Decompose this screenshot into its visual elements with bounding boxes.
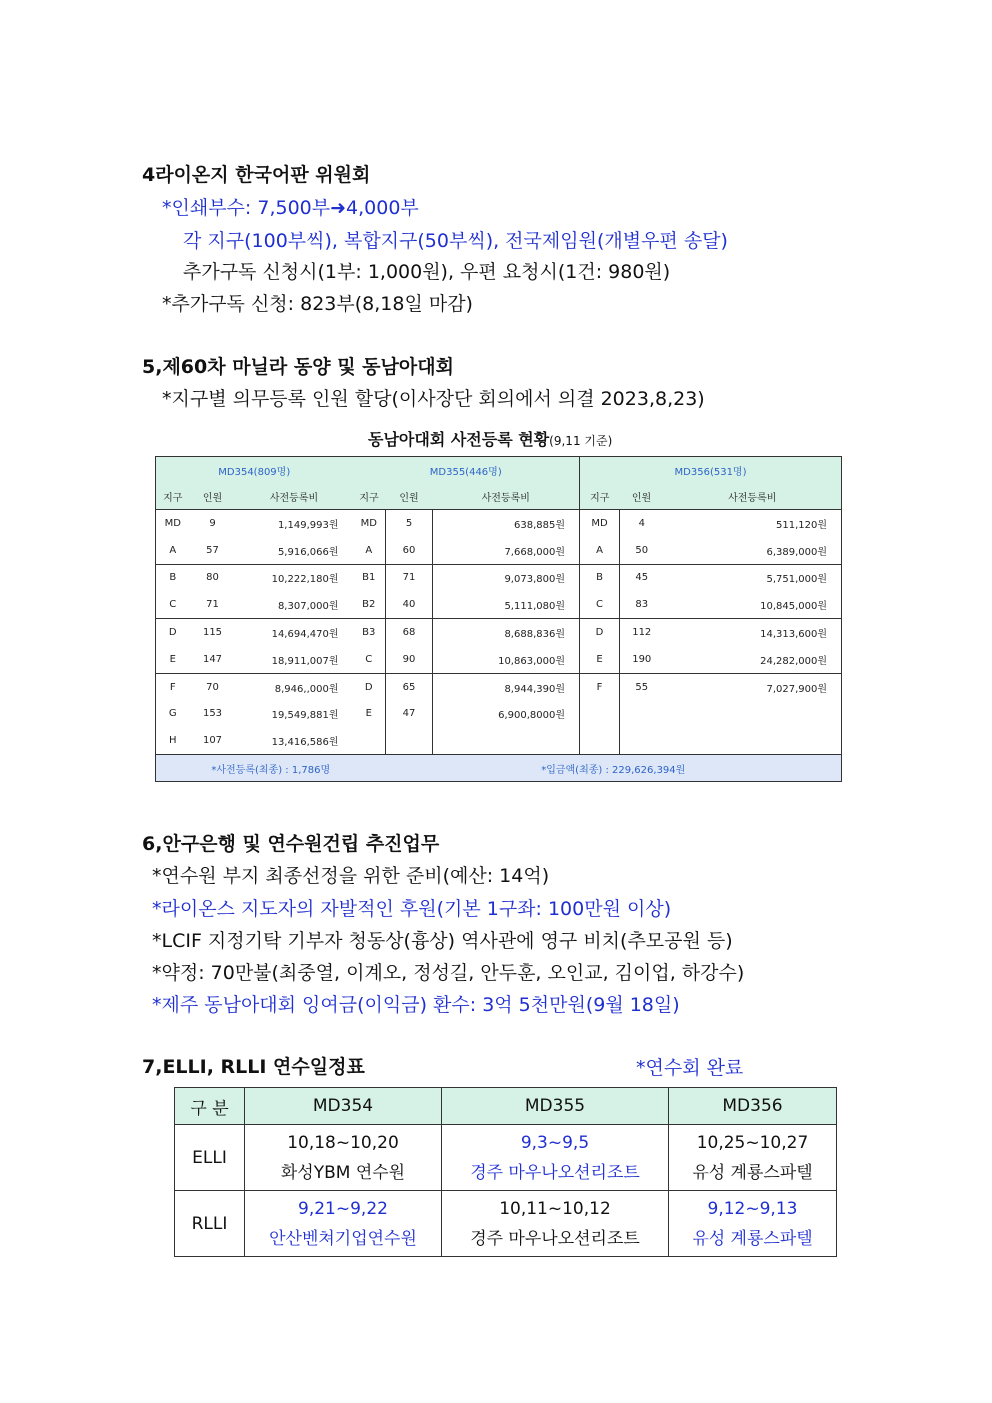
registration-column-header: 지구 [156, 483, 190, 510]
registration-cell: B [156, 564, 190, 591]
registration-cell: MD [164, 517, 181, 529]
registration-cell: 8,307,000원 [277, 601, 339, 613]
registration-table-row [156, 701, 842, 728]
registration-cell: 10,845,000원 [760, 601, 828, 613]
registration-group-header-row [156, 457, 842, 484]
schedule-header-category: 구 분 [175, 1088, 245, 1125]
registration-cell [620, 727, 664, 754]
registration-cell: 153 [202, 708, 223, 720]
registration-cell: C [353, 646, 386, 673]
registration-cell: D [580, 619, 620, 646]
registration-cell: 107 [202, 735, 223, 747]
registration-footer-row [156, 755, 842, 782]
schedule-row-elli [175, 1125, 837, 1191]
registration-cell: 10,863,000원 [433, 646, 580, 673]
sec4-subscription-count: *추가구독 신청: 823부(8,18일 마감) [162, 293, 473, 315]
registration-cell: A [353, 537, 386, 564]
section-4-title: 4라이온지 한국어판 위원회 [142, 164, 371, 186]
registration-cell: D [353, 673, 386, 700]
schedule-date: 10,18~10,20 [287, 1132, 399, 1153]
registration-table-row [156, 537, 842, 564]
registration-cell: H [168, 735, 177, 747]
registration-cell: 10,222,180원 [236, 564, 353, 591]
schedule-label: ELLI [175, 1125, 245, 1191]
section-5-title: 5,제60차 마닐라 동양 및 동남아대회 [142, 356, 454, 378]
registration-footer-total-amount: *입금액(최종) : 229,626,394원 [386, 755, 842, 782]
registration-cell: B1 [353, 564, 386, 591]
registration-cell: 40 [386, 591, 433, 618]
registration-cell: 9 [209, 517, 216, 529]
registration-cell: E [353, 701, 386, 728]
schedule-place: 안산벤쳐기업연수원 [269, 1228, 417, 1249]
registration-cell: 8,688,836원 [433, 619, 580, 646]
registration-cell: 83 [635, 599, 649, 611]
schedule-header-md356: MD356 [669, 1088, 837, 1125]
registration-cell: 115 [190, 619, 236, 646]
registration-table-row [156, 619, 842, 646]
registration-cell: 5 [386, 510, 433, 537]
registration-column-header: 인원 [620, 483, 664, 510]
registration-column-header: 인원 [386, 483, 433, 510]
schedule-place: 화성YBM 연수원 [280, 1162, 406, 1183]
registration-cell [664, 701, 842, 728]
schedule-place: 유성 계룡스파텔 [692, 1162, 813, 1183]
registration-column-header: 사전등록비 [236, 483, 353, 510]
registration-cell [580, 727, 620, 754]
registration-cell: 68 [386, 619, 433, 646]
registration-cell: 57 [206, 544, 219, 556]
registration-cell: 8,944,390원 [433, 673, 580, 700]
registration-cell: 60 [386, 537, 433, 564]
registration-cell: 65 [386, 673, 433, 700]
registration-cell: 71 [386, 564, 433, 591]
schedule-header-md355: MD355 [442, 1088, 669, 1125]
registration-group-header: MD356(531명) [580, 457, 842, 484]
registration-cell [620, 701, 664, 728]
registration-cell: 1,149,993원 [277, 519, 339, 531]
registration-cell: F [156, 673, 190, 700]
registration-cell: MD [353, 510, 386, 537]
registration-cell [353, 727, 386, 754]
registration-cell: 8,946,,000원 [236, 673, 353, 700]
registration-cell: B3 [353, 619, 386, 646]
registration-cell: G [168, 708, 177, 720]
registration-cell: 5,916,066원 [277, 546, 339, 558]
schedule-cell [669, 1191, 837, 1257]
registration-cell [386, 727, 433, 754]
registration-cell: 70 [190, 673, 236, 700]
registration-cell: 147 [202, 653, 223, 665]
schedule-header-row [175, 1088, 837, 1125]
registration-column-header: 인원 [190, 483, 236, 510]
registration-cell: A [169, 544, 177, 556]
schedule-place: 유성 계룡스파텔 [692, 1228, 813, 1249]
schedule-row-rlli [175, 1191, 837, 1257]
registration-column-header-row [156, 483, 842, 510]
registration-table-row [156, 564, 842, 591]
registration-table-row [156, 673, 842, 700]
registration-cell: 5,751,000원 [664, 564, 842, 591]
registration-cell [433, 727, 580, 754]
registration-cell: 19,549,881원 [271, 710, 339, 722]
registration-cell: 55 [620, 673, 664, 700]
sec6-surplus-recovery: *제주 동남아대회 잉여금(이익금) 환수: 3억 5천만원(9월 18일) [152, 994, 680, 1016]
schedule-date: 10,11~10,12 [499, 1198, 611, 1219]
registration-cell: 6,900,8000원 [433, 701, 580, 728]
registration-cell: E [580, 646, 620, 673]
registration-cell: 7,027,900원 [664, 673, 842, 700]
registration-table-row [156, 646, 842, 673]
schedule-header-md354: MD354 [245, 1088, 442, 1125]
registration-cell: 47 [386, 701, 433, 728]
schedule-cell [669, 1125, 837, 1191]
schedule-date: 9,3~9,5 [520, 1132, 590, 1153]
registration-column-header: 지구 [580, 483, 620, 510]
sec6-bronze-statue: *LCIF 지정기탁 기부자 청동상(흉상) 역사관에 영구 비치(추모공원 등) [152, 930, 733, 952]
registration-cell: C [169, 599, 177, 611]
registration-cell: 14,313,600원 [664, 619, 842, 646]
registration-cell: 24,282,000원 [760, 655, 828, 667]
registration-cell: D [156, 619, 190, 646]
registration-table-title-note: (9,11 기준) [549, 434, 613, 448]
registration-table-title [368, 426, 612, 454]
registration-cell: 511,120원 [776, 519, 828, 531]
registration-cell: 71 [206, 599, 219, 611]
sec6-site-selection: *연수원 부지 최종선정을 위한 준비(예산: 14억) [152, 865, 550, 887]
registration-cell: 18,911,007원 [271, 655, 339, 667]
registration-table-row [156, 591, 842, 618]
registration-table [155, 456, 842, 782]
sec6-sponsorship: *라이온스 지도자의 자발적인 후원(기본 1구좌: 100만원 이상) [152, 898, 672, 920]
registration-cell: 7,668,000원 [433, 537, 580, 564]
sec6-pledge: *약정: 70만불(최중열, 이계오, 정성길, 안두훈, 오인교, 김이업, 하강수) [152, 962, 745, 984]
schedule-place: 경주 마우나오션리조트 [470, 1228, 640, 1249]
sec5-quota-note: *지구별 의무등록 인원 할당(이사장단 회의에서 의결 2023,8,23) [162, 388, 705, 410]
sec4-print-count: *인쇄부수: 7,500부➜4,000부 [162, 197, 419, 219]
registration-cell: 90 [386, 646, 433, 673]
registration-cell [664, 727, 842, 754]
registration-table-title-main: 동남아대회 사전등록 현황 [368, 430, 550, 449]
registration-group-header: MD354(809명) [156, 457, 353, 484]
registration-cell: C [580, 591, 620, 618]
schedule-cell [245, 1191, 442, 1257]
schedule-cell [245, 1125, 442, 1191]
registration-table-row [156, 510, 842, 537]
registration-cell: 6,389,000원 [766, 546, 828, 558]
schedule-label: RLLI [175, 1191, 245, 1257]
registration-cell: 80 [190, 564, 236, 591]
registration-cell: 112 [620, 619, 664, 646]
registration-cell: 190 [632, 653, 652, 665]
registration-cell: 5,111,080원 [433, 591, 580, 618]
registration-cell: B [580, 564, 620, 591]
registration-cell: 50 [635, 544, 649, 556]
registration-table-row [156, 727, 842, 754]
registration-cell: 13,416,586원 [271, 737, 339, 749]
registration-cell [580, 701, 620, 728]
sec7-completed-note: *연수회 완료 [636, 1057, 744, 1079]
registration-cell: A [580, 537, 620, 564]
schedule-date: 9,12~9,13 [707, 1198, 798, 1219]
registration-cell: 4 [638, 517, 645, 529]
schedule-date: 10,25~10,27 [696, 1132, 809, 1153]
sec4-subscription-fee: 추가구독 신청시(1부: 1,000원), 우편 요청시(1건: 980원) [183, 261, 671, 283]
registration-cell: MD [580, 510, 620, 537]
registration-column-header: 사전등록비 [433, 483, 580, 510]
registration-group-header: MD355(446명) [353, 457, 580, 484]
section-7-title: 7,ELLI, RLLI 연수일정표 [142, 1056, 365, 1078]
schedule-date: 9,21~9,22 [298, 1198, 388, 1219]
schedule-cell [442, 1125, 669, 1191]
schedule-place: 경주 마우나오션리조트 [470, 1162, 640, 1183]
registration-cell: 14,694,470원 [236, 619, 353, 646]
schedule-cell [442, 1191, 669, 1257]
registration-column-header: 지구 [353, 483, 386, 510]
training-schedule-table [174, 1087, 837, 1257]
registration-footer-total-count: *사전등록(최종) : 1,786명 [156, 755, 386, 782]
registration-cell: B2 [353, 591, 386, 618]
registration-cell: 638,885원 [433, 510, 580, 537]
registration-column-header: 사전등록비 [664, 483, 842, 510]
registration-cell: 45 [620, 564, 664, 591]
registration-cell: E [169, 653, 176, 665]
sec4-distribution: 각 지구(100부씩), 복합지구(50부씩), 전국제임원(개별우편 송달) [183, 230, 728, 252]
registration-cell: 9,073,800원 [433, 564, 580, 591]
registration-cell: F [580, 673, 620, 700]
registration-table-body [156, 457, 842, 782]
section-6-title: 6,안구은행 및 연수원건립 추진업무 [142, 833, 440, 855]
